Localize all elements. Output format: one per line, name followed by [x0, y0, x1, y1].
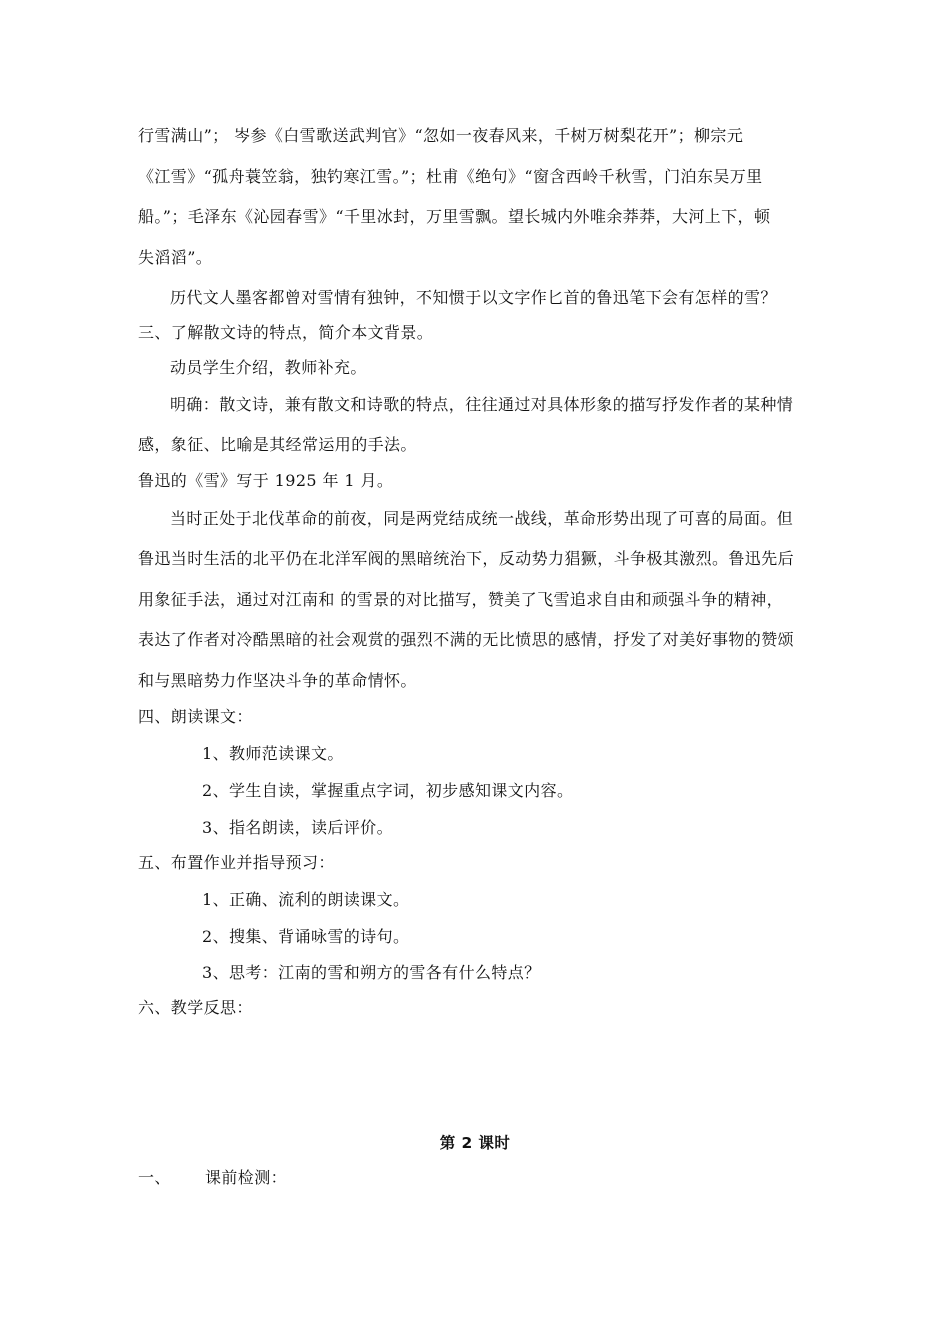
list-item: 3、指名朗读，读后评价。: [202, 818, 393, 837]
paragraph-line: 感，象征、比喻是其经常运用的手法。: [138, 435, 417, 454]
list-item-number: 一、: [138, 1168, 171, 1187]
section-heading: 三、了解散文诗的特点，简介本文背景。: [138, 323, 434, 342]
list-item: 3、思考：江南的雪和朔方的雪各有什么特点？: [202, 963, 541, 982]
section-heading: 五、布置作业并指导预习：: [138, 853, 335, 872]
paragraph-line: 历代文人墨客都曾对雪情有独钟，不知惯于以文字作匕首的鲁迅笔下会有怎样的雪？: [170, 288, 777, 307]
list-item: 1、教师范读课文。: [202, 744, 344, 763]
list-item: 课前检测：: [205, 1168, 288, 1187]
section-heading: 六、教学反思：: [138, 998, 253, 1017]
paragraph-line: 鲁迅当时生活的北平仍在北洋军阀的黑暗统治下，反动势力猖獗，斗争极其激烈。鲁迅先后: [138, 549, 795, 568]
list-item: 2、学生自读，掌握重点字词，初步感知课文内容。: [202, 781, 574, 800]
paragraph-line: 用象征手法，通过对江南和 的雪景的对比描写，赞美了飞雪追求自由和顽强斗争的精神，: [138, 590, 784, 609]
paragraph-line: 失滔滔”。: [138, 248, 213, 267]
list-item: 2、搜集、背诵咏雪的诗句。: [202, 927, 410, 946]
lesson-title: 第 2 课时: [439, 1134, 511, 1152]
paragraph-line: 表达了作者对冷酷黑暗的社会观赏的强烈不满的无比愤思的感情，抒发了对美好事物的赞颂: [138, 630, 795, 649]
section-heading: 四、朗读课文：: [138, 707, 253, 726]
paragraph-line: 明确：散文诗，兼有散文和诗歌的特点，往往通过对具体形象的描写抒发作者的某种情: [170, 395, 794, 414]
paragraph-line: 行雪满山”； 岑参《白雪歌送武判官》“忽如一夜春风来，千树万树梨花开”；柳宗元: [138, 126, 744, 145]
list-item: 1、正确、流利的朗读课文。: [202, 890, 410, 909]
paragraph-line: 动员学生介绍，教师补充。: [170, 358, 367, 377]
paragraph-line: 船。”；毛泽东《沁园春雪》“千里冰封，万里雪飘。望长城内外唯余莽莽，大河上下，顿: [138, 207, 771, 226]
paragraph-line: 《江雪》“孤舟蓑笠翁，独钓寒江雪。”；杜甫《绝句》“窗含西岭千秋雪，门泊东吴万里: [138, 167, 763, 186]
paragraph-line: 鲁迅的《雪》写于 1925 年 1 月。: [138, 471, 394, 490]
paragraph-line: 当时正处于北伐革命的前夜，同是两党结成统一战线，革命形势出现了可喜的局面。但: [170, 509, 794, 528]
paragraph-line: 和与黑暗势力作坚决斗争的革命情怀。: [138, 671, 417, 690]
